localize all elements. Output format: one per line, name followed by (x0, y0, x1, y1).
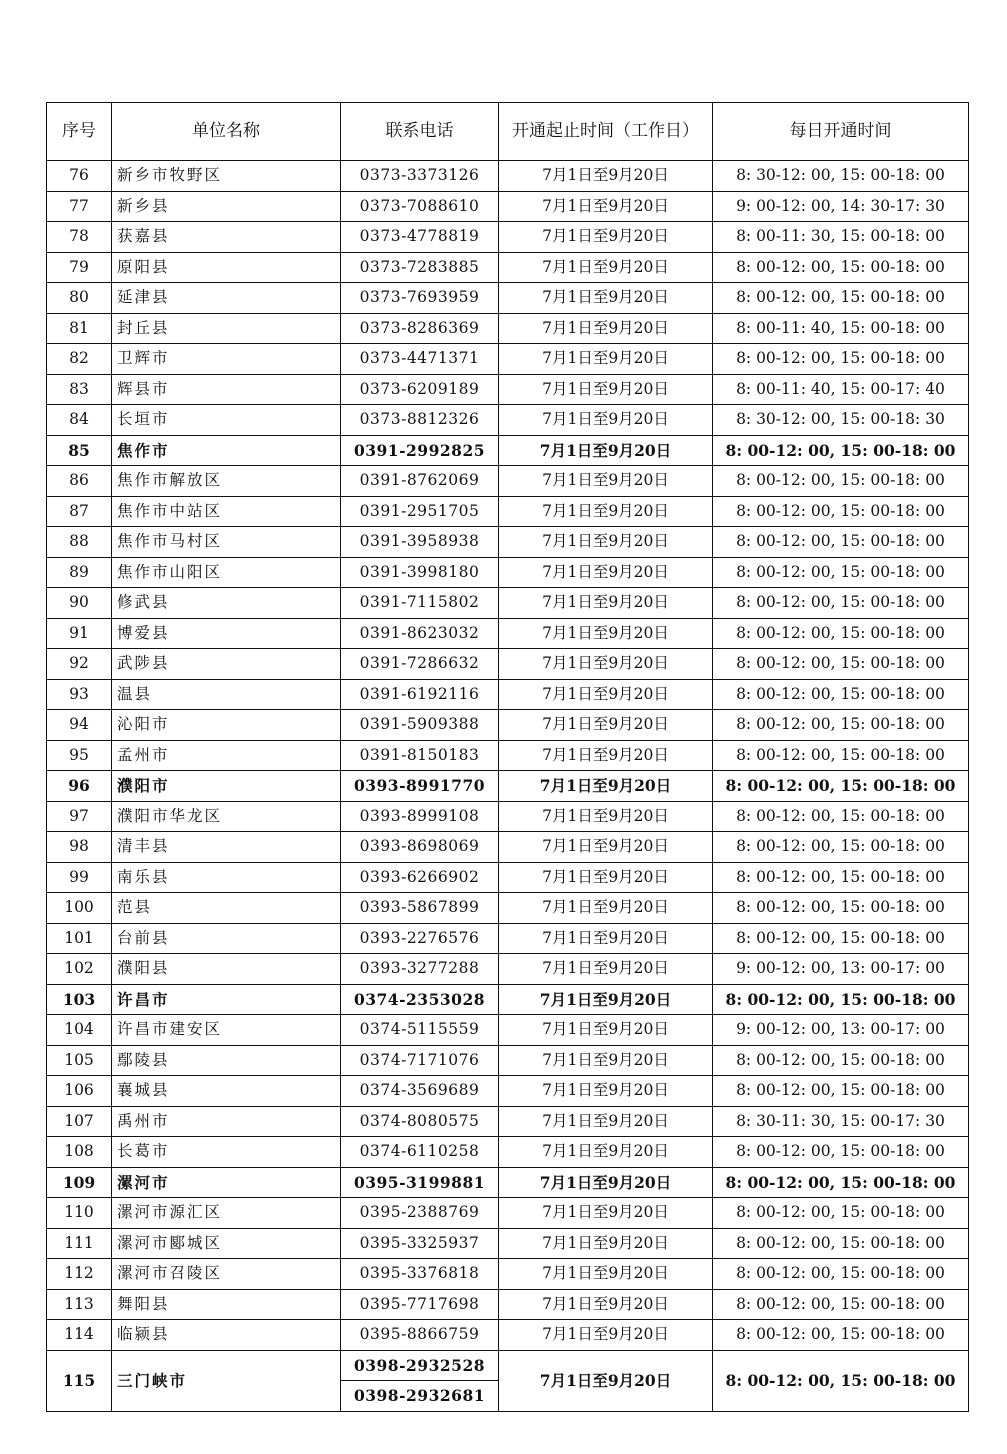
cell-period: 7月1日至9月20日 (499, 984, 713, 1015)
cell-daily: 8: 00-12: 00, 15: 00-18: 00 (713, 283, 969, 314)
table-row (47, 954, 969, 985)
table-row (47, 557, 969, 588)
table-row (47, 1228, 969, 1259)
cell-daily: 8: 00-12: 00, 15: 00-18: 00 (713, 1167, 969, 1198)
cell-daily: 9: 00-12: 00, 13: 00-17: 00 (713, 1015, 969, 1046)
cell-name: 沁阳市 (112, 710, 341, 741)
header-daily: 每日开通时间 (713, 103, 969, 161)
cell-period: 7月1日至9月20日 (499, 374, 713, 405)
cell-seq: 76 (47, 161, 112, 192)
cell-name: 台前县 (112, 923, 341, 954)
cell-name: 辉县市 (112, 374, 341, 405)
cell-period: 7月1日至9月20日 (499, 954, 713, 985)
cell-period: 7月1日至9月20日 (499, 1167, 713, 1198)
table-row (47, 618, 969, 649)
cell-seq: 99 (47, 862, 112, 893)
cell-seq: 78 (47, 222, 112, 253)
table-row (47, 1076, 969, 1107)
cell-name: 新乡市牧野区 (112, 161, 341, 192)
cell-period: 7月1日至9月20日 (499, 466, 713, 497)
table-row (47, 1289, 969, 1320)
cell-period: 7月1日至9月20日 (499, 1259, 713, 1290)
table-row (47, 1106, 969, 1137)
cell-phone: 0373-8286369 (341, 313, 499, 344)
cell-name: 武陟县 (112, 649, 341, 680)
cell-name: 襄城县 (112, 1076, 341, 1107)
cell-phone: 0374-2353028 (341, 984, 499, 1015)
cell-phone: 0391-2951705 (341, 496, 499, 527)
cell-daily: 8: 00-12: 00, 15: 00-18: 00 (713, 893, 969, 924)
cell-period: 7月1日至9月20日 (499, 1076, 713, 1107)
table-row (47, 1045, 969, 1076)
cell-phone: 0393-6266902 (341, 862, 499, 893)
cell-period: 7月1日至9月20日 (499, 161, 713, 192)
table-row (47, 466, 969, 497)
table-body (47, 161, 969, 1412)
cell-seq: 77 (47, 191, 112, 222)
cell-daily: 8: 00-12: 00, 15: 00-18: 00 (713, 435, 969, 466)
cell-phone: 0373-8812326 (341, 405, 499, 436)
table-row (47, 679, 969, 710)
cell-seq: 115 (47, 1350, 112, 1411)
cell-period: 7月1日至9月20日 (499, 740, 713, 771)
phone-number: 0398-2932528 (353, 1355, 486, 1375)
table-row (47, 344, 969, 375)
cell-phone: 0391-8623032 (341, 618, 499, 649)
cell-seq: 103 (47, 984, 112, 1015)
cell-daily: 8: 00-12: 00, 15: 00-18: 00 (713, 862, 969, 893)
cell-seq: 95 (47, 740, 112, 771)
cell-name: 封丘县 (112, 313, 341, 344)
cell-seq: 101 (47, 923, 112, 954)
cell-daily: 8: 00-12: 00, 15: 00-18: 00 (713, 527, 969, 558)
cell-daily: 8: 00-12: 00, 15: 00-18: 00 (713, 801, 969, 832)
cell-daily: 8: 00-12: 00, 15: 00-18: 00 (713, 1198, 969, 1229)
cell-daily: 8: 00-12: 00, 15: 00-18: 00 (713, 923, 969, 954)
table-row (47, 527, 969, 558)
cell-seq: 105 (47, 1045, 112, 1076)
cell-seq: 102 (47, 954, 112, 985)
cell-name: 三门峡市 (112, 1350, 341, 1411)
cell-seq: 111 (47, 1228, 112, 1259)
table-row (47, 161, 969, 192)
cell-period: 7月1日至9月20日 (499, 649, 713, 680)
cell-phone: 0391-3998180 (341, 557, 499, 588)
cell-seq: 104 (47, 1015, 112, 1046)
cell-phone: 0374-8080575 (341, 1106, 499, 1137)
header-phone: 联系电话 (341, 103, 499, 161)
cell-period: 7月1日至9月20日 (499, 252, 713, 283)
cell-period: 7月1日至9月20日 (499, 1137, 713, 1168)
table-row (47, 1320, 969, 1351)
cell-period: 7月1日至9月20日 (499, 832, 713, 863)
cell-seq: 92 (47, 649, 112, 680)
cell-period: 7月1日至9月20日 (499, 1045, 713, 1076)
cell-phone: 0393-8698069 (341, 832, 499, 863)
cell-period: 7月1日至9月20日 (499, 1198, 713, 1229)
cell-daily: 8: 30-12: 00, 15: 00-18: 30 (713, 405, 969, 436)
cell-phone: 0374-3569689 (341, 1076, 499, 1107)
cell-daily: 8: 00-12: 00, 15: 00-18: 00 (713, 1320, 969, 1351)
cell-name: 新乡县 (112, 191, 341, 222)
cell-period: 7月1日至9月20日 (499, 1106, 713, 1137)
cell-name: 原阳县 (112, 252, 341, 283)
cell-phone: 0373-3373126 (341, 161, 499, 192)
cell-name: 修武县 (112, 588, 341, 619)
table-row (47, 832, 969, 863)
table-row (47, 801, 969, 832)
table-row (47, 1350, 969, 1411)
cell-period: 7月1日至9月20日 (499, 527, 713, 558)
contact-table (46, 102, 969, 1412)
table-row (47, 710, 969, 741)
cell-name: 长葛市 (112, 1137, 341, 1168)
cell-daily: 8: 00-12: 00, 15: 00-18: 00 (713, 466, 969, 497)
cell-phone: 0391-8150183 (341, 740, 499, 771)
cell-name: 漯河市郾城区 (112, 1228, 341, 1259)
cell-phone: 0395-7717698 (341, 1289, 499, 1320)
cell-phone: 0374-5115559 (341, 1015, 499, 1046)
table-row (47, 1167, 969, 1198)
cell-daily: 8: 00-12: 00, 15: 00-18: 00 (713, 832, 969, 863)
cell-name: 焦作市山阳区 (112, 557, 341, 588)
cell-seq: 96 (47, 771, 112, 802)
cell-phone: 0395-2388769 (341, 1198, 499, 1229)
cell-seq: 88 (47, 527, 112, 558)
cell-seq: 79 (47, 252, 112, 283)
cell-daily: 8: 00-12: 00, 15: 00-18: 00 (713, 1228, 969, 1259)
cell-name: 延津县 (112, 283, 341, 314)
cell-name: 舞阳县 (112, 1289, 341, 1320)
cell-daily: 8: 00-12: 00, 15: 00-18: 00 (713, 252, 969, 283)
table-row (47, 893, 969, 924)
table-row (47, 405, 969, 436)
cell-name: 卫辉市 (112, 344, 341, 375)
cell-seq: 113 (47, 1289, 112, 1320)
cell-phone: 0391-5909388 (341, 710, 499, 741)
cell-name: 长垣市 (112, 405, 341, 436)
cell-phone (341, 1350, 499, 1411)
cell-phone: 0391-7115802 (341, 588, 499, 619)
cell-phone: 0391-2992825 (341, 435, 499, 466)
cell-period: 7月1日至9月20日 (499, 222, 713, 253)
cell-daily: 8: 00-12: 00, 15: 00-18: 00 (713, 1137, 969, 1168)
cell-name: 濮阳县 (112, 954, 341, 985)
cell-phone: 0395-3376818 (341, 1259, 499, 1290)
table-row (47, 191, 969, 222)
cell-seq: 87 (47, 496, 112, 527)
cell-daily: 8: 00-11: 40, 15: 00-18: 00 (713, 313, 969, 344)
cell-period: 7月1日至9月20日 (499, 679, 713, 710)
header-name: 单位名称 (112, 103, 341, 161)
cell-phone: 0373-4471371 (341, 344, 499, 375)
cell-daily: 8: 00-12: 00, 15: 00-18: 00 (713, 588, 969, 619)
cell-period: 7月1日至9月20日 (499, 710, 713, 741)
cell-daily: 8: 00-12: 00, 15: 00-18: 00 (713, 344, 969, 375)
cell-daily: 9: 00-12: 00, 13: 00-17: 00 (713, 954, 969, 985)
cell-seq: 90 (47, 588, 112, 619)
cell-daily: 8: 00-12: 00, 15: 00-18: 00 (713, 771, 969, 802)
cell-seq: 109 (47, 1167, 112, 1198)
header-seq: 序号 (47, 103, 112, 161)
cell-phone: 0395-3199881 (341, 1167, 499, 1198)
cell-phone: 0391-6192116 (341, 679, 499, 710)
cell-seq: 106 (47, 1076, 112, 1107)
cell-seq: 112 (47, 1259, 112, 1290)
cell-name: 漯河市源汇区 (112, 1198, 341, 1229)
cell-daily: 8: 00-12: 00, 15: 00-18: 00 (713, 496, 969, 527)
cell-seq: 114 (47, 1320, 112, 1351)
cell-phone: 0373-7088610 (341, 191, 499, 222)
phone-number: 0398-2932681 (341, 1380, 498, 1411)
cell-period: 7月1日至9月20日 (499, 618, 713, 649)
table-row (47, 222, 969, 253)
table-row (47, 374, 969, 405)
cell-period: 7月1日至9月20日 (499, 344, 713, 375)
table-row (47, 313, 969, 344)
cell-daily: 8: 00-11: 30, 15: 00-18: 00 (713, 222, 969, 253)
cell-phone: 0393-5867899 (341, 893, 499, 924)
cell-phone: 0393-8991770 (341, 771, 499, 802)
table-row (47, 984, 969, 1015)
cell-daily: 8: 00-12: 00, 15: 00-18: 00 (713, 984, 969, 1015)
table-row (47, 435, 969, 466)
cell-seq: 86 (47, 466, 112, 497)
cell-period: 7月1日至9月20日 (499, 1320, 713, 1351)
cell-phone: 0395-8866759 (341, 1320, 499, 1351)
cell-name: 许昌市建安区 (112, 1015, 341, 1046)
cell-period: 7月1日至9月20日 (499, 923, 713, 954)
cell-seq: 93 (47, 679, 112, 710)
table-row (47, 649, 969, 680)
cell-seq: 97 (47, 801, 112, 832)
cell-name: 濮阳市华龙区 (112, 801, 341, 832)
cell-name: 孟州市 (112, 740, 341, 771)
cell-name: 南乐县 (112, 862, 341, 893)
cell-seq: 85 (47, 435, 112, 466)
cell-name: 漯河市召陵区 (112, 1259, 341, 1290)
cell-phone: 0373-7283885 (341, 252, 499, 283)
cell-seq: 83 (47, 374, 112, 405)
cell-phone: 0391-7286632 (341, 649, 499, 680)
cell-period: 7月1日至9月20日 (499, 588, 713, 619)
cell-seq: 98 (47, 832, 112, 863)
cell-period: 7月1日至9月20日 (499, 435, 713, 466)
cell-phone: 0395-3325937 (341, 1228, 499, 1259)
cell-daily: 8: 00-12: 00, 15: 00-18: 00 (713, 618, 969, 649)
cell-name: 焦作市 (112, 435, 341, 466)
cell-daily: 8: 00-12: 00, 15: 00-18: 00 (713, 679, 969, 710)
table-row (47, 1259, 969, 1290)
cell-period: 7月1日至9月20日 (499, 496, 713, 527)
cell-phone: 0373-4778819 (341, 222, 499, 253)
cell-name: 范县 (112, 893, 341, 924)
table-row (47, 496, 969, 527)
table-row (47, 1198, 969, 1229)
table-row (47, 923, 969, 954)
cell-daily: 8: 00-12: 00, 15: 00-18: 00 (713, 557, 969, 588)
cell-daily: 8: 00-12: 00, 15: 00-18: 00 (713, 1289, 969, 1320)
table-row (47, 771, 969, 802)
cell-daily: 8: 00-12: 00, 15: 00-18: 00 (713, 1045, 969, 1076)
table-row (47, 740, 969, 771)
cell-seq: 89 (47, 557, 112, 588)
cell-seq: 91 (47, 618, 112, 649)
cell-name: 博爱县 (112, 618, 341, 649)
cell-seq: 81 (47, 313, 112, 344)
table-row (47, 588, 969, 619)
cell-phone: 0374-7171076 (341, 1045, 499, 1076)
cell-daily: 8: 00-12: 00, 15: 00-18: 00 (713, 1076, 969, 1107)
cell-period: 7月1日至9月20日 (499, 557, 713, 588)
cell-period: 7月1日至9月20日 (499, 313, 713, 344)
cell-daily: 8: 00-12: 00, 15: 00-18: 00 (713, 710, 969, 741)
cell-name: 禹州市 (112, 1106, 341, 1137)
cell-period: 7月1日至9月20日 (499, 1228, 713, 1259)
cell-name: 焦作市解放区 (112, 466, 341, 497)
cell-period: 7月1日至9月20日 (499, 771, 713, 802)
cell-name: 鄢陵县 (112, 1045, 341, 1076)
cell-phone: 0373-6209189 (341, 374, 499, 405)
cell-period: 7月1日至9月20日 (499, 801, 713, 832)
cell-phone: 0373-7693959 (341, 283, 499, 314)
cell-name: 获嘉县 (112, 222, 341, 253)
cell-name: 临颍县 (112, 1320, 341, 1351)
cell-seq: 80 (47, 283, 112, 314)
cell-name: 温县 (112, 679, 341, 710)
cell-seq: 100 (47, 893, 112, 924)
cell-phone: 0393-8999108 (341, 801, 499, 832)
table-row (47, 862, 969, 893)
table-row (47, 283, 969, 314)
cell-seq: 110 (47, 1198, 112, 1229)
cell-period: 7月1日至9月20日 (499, 1015, 713, 1046)
cell-name: 焦作市中站区 (112, 496, 341, 527)
cell-phone: 0391-3958938 (341, 527, 499, 558)
cell-daily: 8: 30-11: 30, 15: 00-17: 30 (713, 1106, 969, 1137)
cell-seq: 108 (47, 1137, 112, 1168)
cell-period: 7月1日至9月20日 (499, 862, 713, 893)
cell-seq: 82 (47, 344, 112, 375)
cell-name: 漯河市 (112, 1167, 341, 1198)
cell-period: 7月1日至9月20日 (499, 283, 713, 314)
cell-period: 7月1日至9月20日 (499, 1289, 713, 1320)
table-row (47, 252, 969, 283)
cell-daily: 9: 00-12: 00, 14: 30-17: 30 (713, 191, 969, 222)
table-row (47, 1137, 969, 1168)
cell-phone: 0374-6110258 (341, 1137, 499, 1168)
cell-name: 许昌市 (112, 984, 341, 1015)
cell-period: 7月1日至9月20日 (499, 893, 713, 924)
table-row (47, 1015, 969, 1046)
header-period: 开通起止时间（工作日） (499, 103, 713, 161)
cell-daily: 8: 00-11: 40, 15: 00-17: 40 (713, 374, 969, 405)
cell-daily: 8: 00-12: 00, 15: 00-18: 00 (713, 649, 969, 680)
cell-phone: 0393-2276576 (341, 923, 499, 954)
cell-period: 7月1日至9月20日 (499, 191, 713, 222)
cell-daily: 8: 30-12: 00, 15: 00-18: 00 (713, 161, 969, 192)
cell-phone: 0393-3277288 (341, 954, 499, 985)
cell-seq: 84 (47, 405, 112, 436)
cell-daily: 8: 00-12: 00, 15: 00-18: 00 (713, 1350, 969, 1411)
cell-period: 7月1日至9月20日 (499, 1350, 713, 1411)
table-header-row (47, 103, 969, 161)
cell-daily: 8: 00-12: 00, 15: 00-18: 00 (713, 1259, 969, 1290)
cell-seq: 94 (47, 710, 112, 741)
cell-seq: 107 (47, 1106, 112, 1137)
cell-name: 焦作市马村区 (112, 527, 341, 558)
cell-period: 7月1日至9月20日 (499, 405, 713, 436)
cell-name: 濮阳市 (112, 771, 341, 802)
cell-name: 清丰县 (112, 832, 341, 863)
cell-daily: 8: 00-12: 00, 15: 00-18: 00 (713, 740, 969, 771)
cell-phone: 0391-8762069 (341, 466, 499, 497)
